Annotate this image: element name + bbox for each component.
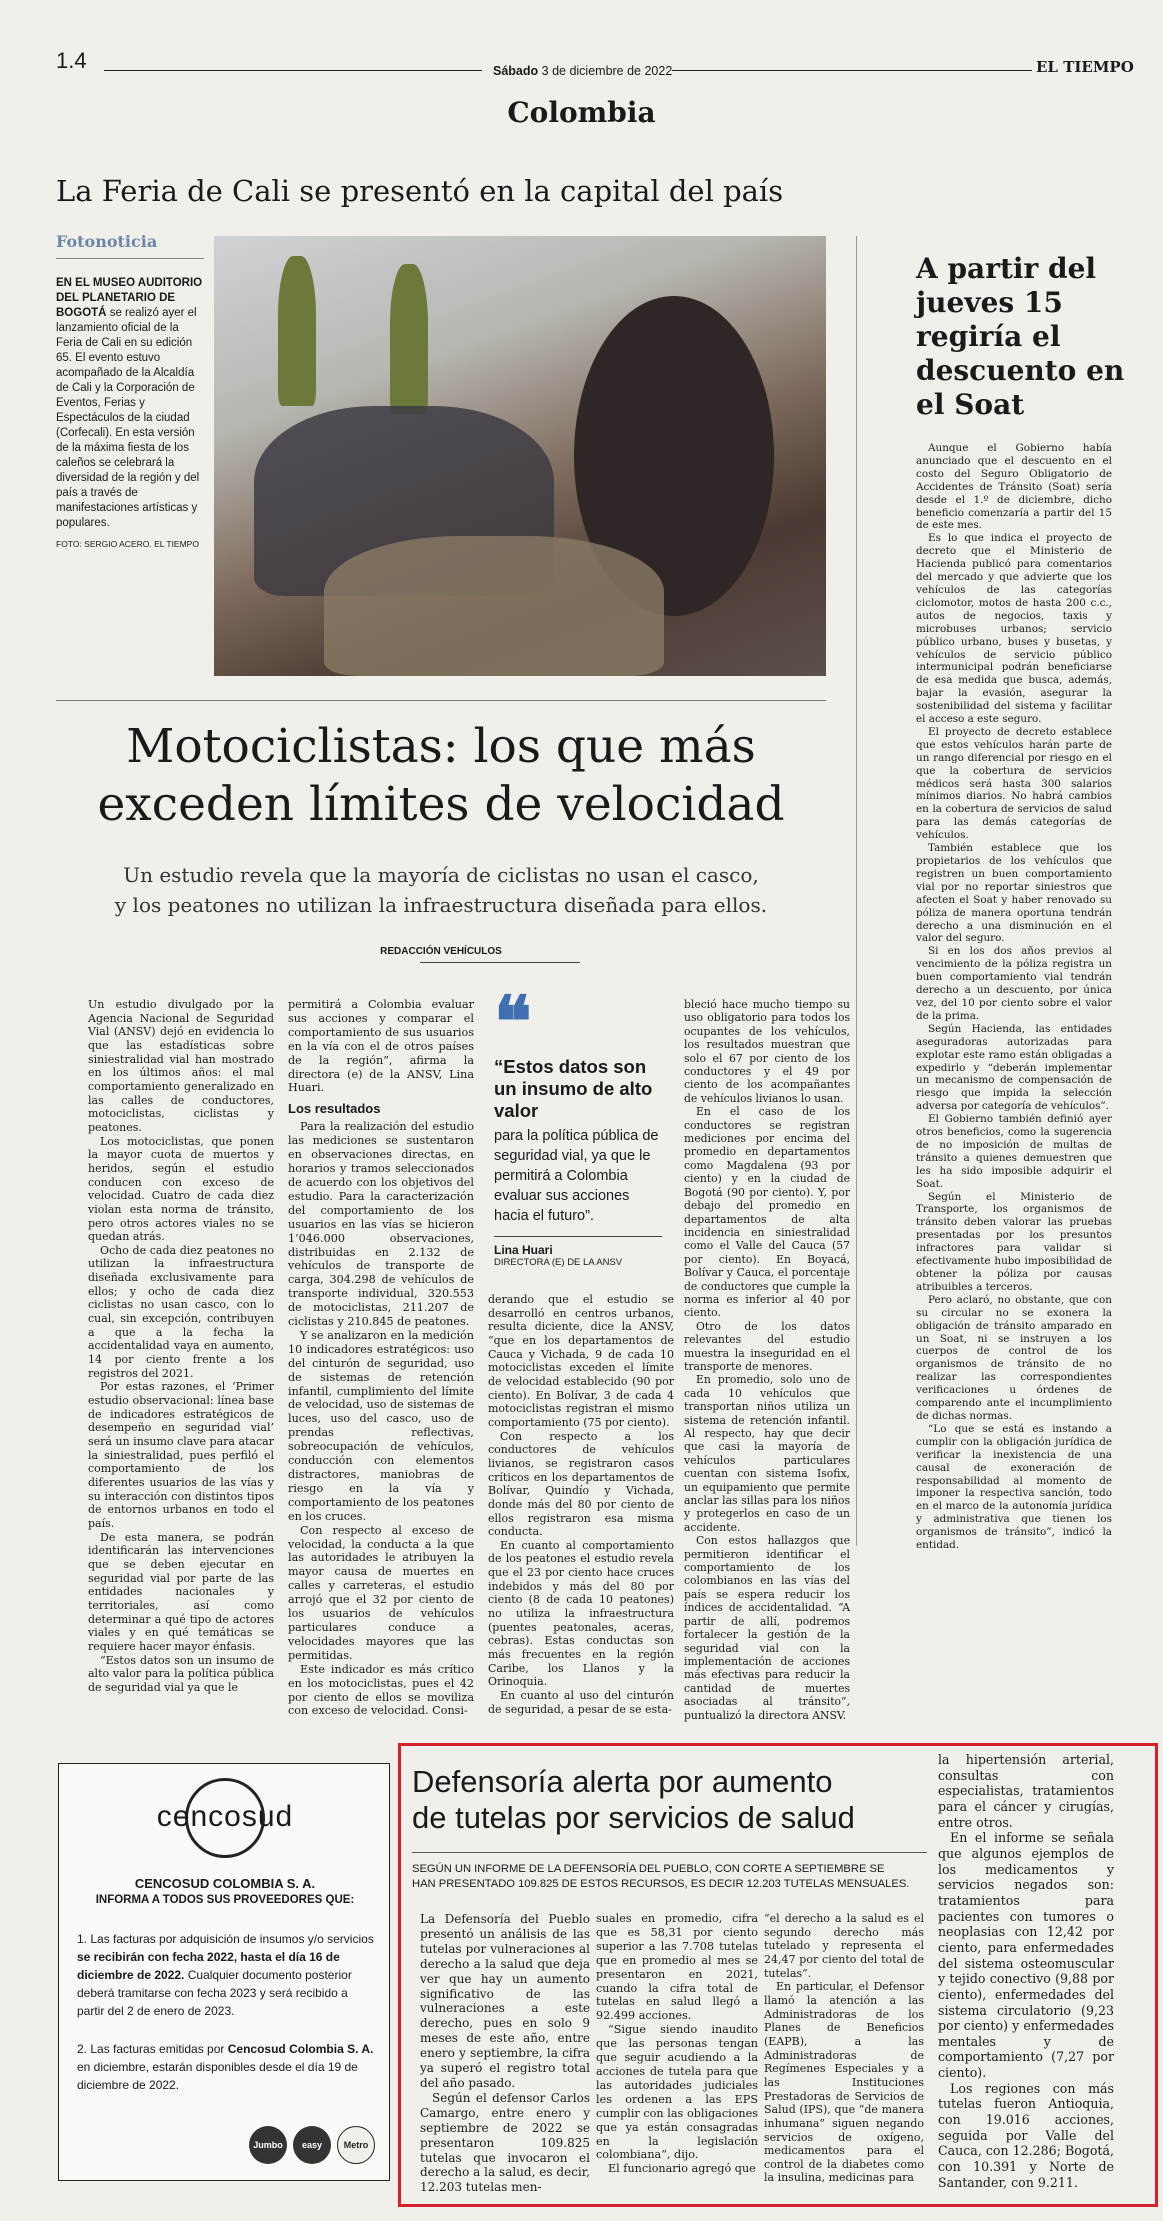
moto-deck bbox=[56, 860, 826, 920]
moto-paragraph: Otro de los datos relevantes del estudio muestra la inseguridad en el transporte de menores. bbox=[684, 1319, 850, 1373]
defensoria-paragraph: suales en promedio, cifra que es 58,31 por ciento superior a las 7.708 tutelas que en promedio al mes se presentaron en 2021, cuando la cifra total de tutelas en salud llegó a 92.499 acciones. bbox=[596, 1912, 758, 2023]
defensoria-paragraph: “el derecho a la salud es el segundo derecho más tutelado y representa el 24,47 por ciento del total de tutelas”. bbox=[764, 1912, 924, 1980]
soat-headline: A partir del jueves 15 regiría el descuento en el Soat bbox=[916, 252, 1125, 421]
cencosud-item-2 bbox=[77, 2040, 377, 2094]
header-date bbox=[493, 64, 672, 78]
defensoria-headline-line2: de tutelas por servicios de salud bbox=[412, 1800, 855, 1835]
cencosud-inform: INFORMA A TODOS SUS PROVEEDORES QUE: bbox=[95, 1894, 355, 1906]
soat-paragraph: El Gobierno también definió ayer otros beneficios, como la sugerencia de no imposición de multas de tránsito a quienes demuestren que les ha sido imposible adquirir el Soat. bbox=[916, 1113, 1112, 1190]
cencosud-company: CENCOSUD COLOMBIA S. A. bbox=[134, 1876, 316, 1891]
moto-paragraph: Con respecto al exceso de velocidad, la conducta a la que las autoridades le atribuyen la mayor causa de muertes en calles y carreteras, el estudio arrojó que el 32 por ciento de los usuarios de vehículos particulares conduce a velocidades mayores que las permitidas. bbox=[288, 1523, 474, 1662]
moto-deck-line1: Un estudio revela que la mayoría de ciclistas no usan el casco, bbox=[123, 863, 759, 887]
moto-column-1 bbox=[88, 998, 274, 1694]
defensoria-deck-line1: SEGÚN UN INFORME DE LA DEFENSORÍA DEL PUEBLO, CON CORTE A SEPTIEMBRE SE bbox=[412, 1863, 885, 1875]
moto-paragraph: Y se analizaron en la medición 10 indicadores estratégicos: uso del cinturón de seguridad, uso de sistemas de retención infantil, cumplimiento del límite de velocidad, uso de sistemas de luces, uso del casco, uso de prendas reflectivas, sobreocupación de vehículos, conducción con elementos distractores, maniobras de riesgo en la vía y comportamiento de los peatones en los cruces. bbox=[288, 1328, 474, 1523]
page-number: 1.4 bbox=[56, 48, 87, 73]
moto-deck-line2: y los peatones no utilizan la infraestructura diseñada para ellos. bbox=[114, 893, 768, 917]
defensoria-paragraph: “Sigue siendo inaudito que las personas tengan que seguir acudiendo a la acciones de tutela para que las autoridades judiciales les ordenen a las EPS cumplir con las obligaciones que ya están consagradas en la legislación colombiana”, dijo. bbox=[596, 2023, 758, 2162]
soat-paragraph: Aunque el Gobierno había anunciado que el descuento en el costo del Seguro Obligatorio de Accidentes de Tránsito (Soat) sería desde el 1.º de diciembre, dicho beneficio comenzaría a partir del 15 de este mes. bbox=[916, 442, 1112, 532]
defensoria-column-3 bbox=[764, 1912, 924, 2185]
defensoria-deck-line2: HAN PRESENTADO 109.825 DE ESTOS RECURSOS, ES DECIR 12.203 TUTELAS MENSUALES. bbox=[412, 1878, 910, 1890]
moto-paragraph: En promedio, solo uno de cada 10 vehículos que transportan niños utiliza un sistema de retención infantil. Al respecto, hay que decir que casi la mayoría de vehículos particulares cuentan con sistema Isofix, un equipamiento que permite anclar las sillas para los niños y protegerlos en caso de un accidente. bbox=[684, 1373, 850, 1534]
quote-sub: para la política pública de seguridad vial, ya que le permitirá a Colombia evaluar sus acciones hacia el futuro”. bbox=[494, 1128, 659, 1224]
photo-figure-acrobat-2 bbox=[390, 264, 428, 414]
cencosud-brand: cencosud bbox=[156, 1800, 294, 1833]
photo-figure-front bbox=[324, 536, 664, 676]
moto-paragraph: En el caso de los conductores se registran mediciones por encima del promedio en departamentos como Magdalena (93 por ciento) y en la ciudad de Bogotá (90 por ciento). Y, por debajo del promedio en departamentos de alta incidencia en siniestralidad como el Valle del Cauca (57 por ciento). En Boyacá, Bolívar y Cauca, el porcentaje de conductores que cumple la norma es inferior al 40 por ciento. bbox=[684, 1105, 850, 1320]
moto-paragraph: En cuanto al uso del cinturón de seguridad, a pesar de se esta- bbox=[488, 1689, 674, 1716]
feria-headline: La Feria de Cali se presentó en la capital del país bbox=[56, 174, 784, 208]
cencosud-item-1 bbox=[77, 1930, 377, 2020]
soat-paragraph: También establece que los propietarios de los vehículos que registren un buen comportamiento vial por no reportar siniestros que afecten el Soat y haber renovado su póliza de manera oportuna tendrán derecho a una disminución en el valor del seguro. bbox=[916, 842, 1112, 945]
defensoria-paragraph: La Defensoría del Pueblo presentó un análisis de las tutelas por vulneraciones al derecho a la salud que deja ver que hay un aumento significativo de las vulneraciones a este derecho, pues en solo 9 meses de este año, entre enero y septiembre, la cifra ya superó el registro total del año pasado. bbox=[420, 1912, 590, 2090]
section-title: Colombia bbox=[507, 96, 656, 129]
moto-paragraph: Ocho de cada diez peatones no utilizan la infraestructura diseñada exclusivamente para ellos; y ocho de cada diez ciclistas no usan casco, con lo cual, sin excepción, contribuyen a que a la fecha la accidentalidad vaya en aumento, 14 por ciento frente a los registros del 2021. bbox=[88, 1243, 274, 1380]
moto-top-rule bbox=[56, 700, 826, 701]
soat-paragraph: Es lo que indica el proyecto de decreto que el Ministerio de Hacienda publicó para comentarios del mercado y que advierte que los vehículos de las categorías ciclomotor, motos de hasta 200 c.c., autos de negocios, taxis y microbuses urbanos; servicio público urbano, buses y busetas, y vehículos de servicio público intermunicipal podrán beneficiarse de esa medida que busca, además, bajar la evasión, asegurar la sostenibilidad del sistema y facilitar el acceso a este seguro. bbox=[916, 532, 1112, 726]
right-column-rule bbox=[856, 236, 857, 1546]
defensoria-deck bbox=[412, 1862, 932, 1892]
masthead: EL TIEMPO bbox=[1036, 58, 1134, 76]
defensoria-column-1 bbox=[420, 1912, 590, 2195]
quote-text: “Estos datos son un insumo de alto valor bbox=[494, 1056, 653, 1121]
feria-caption bbox=[56, 276, 206, 552]
defensoria-headline bbox=[412, 1764, 932, 1836]
moto-paragraph: “Estos datos son un insumo de alto valor para la política pública de seguridad vial ya que le bbox=[88, 1653, 274, 1694]
item2-post: en diciembre, estarán disponibles desde el día 19 de diciembre de 2022. bbox=[77, 2060, 358, 2092]
moto-paragraph: Este indicador es más crítico en los motociclistas, pues el 42 por ciento de ellos se moviliza con exceso de velocidad. Consi- bbox=[288, 1662, 474, 1718]
moto-byline: REDACCIÓN VEHÍCULOS bbox=[380, 946, 502, 957]
moto-paragraph: derando que el estudio se desarrolló en centros urbanos, resulta diciente, dice la ANSV, “que en los departamentos de Cauca y Vichada, 9 de cada 10 motociclistas exceden el límite de velocidad establecido (90 por ciento). En Bolívar, 3 de cada 4 motociclistas registran el mismo comportamiento (75 por ciento). bbox=[488, 1293, 674, 1429]
defensoria-paragraph: En particular, el Defensor llamó la atención a las Administradoras de los Planes de Beneficios (EAPB), a las Administradoras de Regímenes Especiales y a las Instituciones Prestadoras de Servicios de Salud (IPS), que “de manera inhumana” siguen negando servicios de oxígeno, medicamentos para el control de la diabetes como la insulina, medicinas para bbox=[764, 1980, 924, 2185]
moto-headline-line2: exceden límites de velocidad bbox=[97, 777, 785, 832]
soat-body bbox=[916, 442, 1112, 1552]
moto-paragraph: permitirá a Colombia evaluar sus acciones y comparar el comportamiento de sus usuarios en la vía con el de otros países de la región”, afirma la directora (e) de la ANSV, Lina Huari. bbox=[288, 998, 474, 1095]
moto-paragraph: Con respecto a los conductores de vehículos livianos, se registraron casos críticos en los departamentos de Bolívar, Quindío y Vichada, donde más del 80 por ciento de ellos registraron esa misma conducta. bbox=[488, 1429, 674, 1539]
item1-pre: 1. Las facturas por adquisición de insumos y/o servicios bbox=[77, 1932, 374, 1946]
moto-paragraph: Por estas razones, el ‘Primer estudio observacional: línea base de indicadores estratégicos de desempeño en seguridad vial’ será un insumo clave para atacar la siniestralidad, pues perfiló el comportamiento de los diferentes usuarios de las vías y su interacción con distintos tipos de entornos urbanos en todo el país. bbox=[88, 1380, 274, 1530]
moto-column-2 bbox=[288, 998, 474, 1718]
moto-headline bbox=[56, 718, 826, 834]
item1-post: Cualquier documento posterior deberá tramitarse con fecha 2023 y será recibido a partir del 2 de enero de 2023. bbox=[77, 1968, 352, 2018]
defensoria-paragraph: El funcionario agregó que bbox=[608, 2162, 756, 2176]
feria-credit: FOTO: SERGIO ACERO. EL TIEMPO bbox=[56, 539, 199, 549]
moto-paragraph: Un estudio divulgado por la Agencia Nacional de Seguridad Vial (ANSV) dejó en evidencia lo que las estadísticas sobre siniestralidad vial han mostrado en los últimos años: el mal comportamiento generalizado en las calles de conductores, motociclistas, ciclistas y peatones. bbox=[88, 998, 274, 1134]
cencosud-logos bbox=[249, 2126, 375, 2164]
feria-caption-lead: EN EL MUSEO AUDITORIO DEL PLANETARIO DE BOGOTÁ bbox=[56, 277, 203, 319]
metro-logo-icon: Metro bbox=[337, 2126, 375, 2164]
defensoria-paragraph: Según el defensor Carlos Camargo, entre enero y septiembre de 2022 se presentaron 109.825 tutelas que invocaron el derecho a la salud, es decir, 12.203 tutelas men- bbox=[420, 2090, 590, 2195]
header-date-day: Sábado bbox=[493, 64, 539, 78]
byline-rule bbox=[420, 962, 580, 963]
defensoria-column-4 bbox=[938, 1752, 1114, 2190]
moto-headline-line1: Motociclistas: los que más bbox=[126, 719, 756, 774]
defensoria-paragraph: la hipertensión arterial, consultas con especialistas, tratamientos para el cáncer y cirugías, entre otros. bbox=[938, 1752, 1114, 1830]
photo-figure-acrobat-1 bbox=[278, 256, 316, 406]
moto-column-3 bbox=[488, 1293, 674, 1716]
soat-paragraph: Según el Ministerio de Transporte, los organismos de tránsito deben valorar las pruebas presentadas por los presuntos infractores para validar si efectivamente hubo imposibilidad de obtener la póliza por causas atribuibles a terceros. bbox=[916, 1190, 1112, 1293]
defensoria-paragraph: En el informe se señala que algunos ejemplos de los medicamentos y servicios negados son: tratamientos para pacientes con tumores o neoplasias con 12,42 por ciento, para enfermedades del sistema osteomuscular y tejido conectivo (9,88 por ciento), enfermedades del sistema circulatorio (9,23 por ciento) y enfermedades mentales y de comportamiento (7,27 por ciento). bbox=[938, 1830, 1114, 2081]
feria-caption-body: se realizó ayer el lanzamiento oficial de la Feria de Cali en su edición 65. El evento estuvo acompañado de la Alcaldía de Cali y la Corporación de Eventos, Ferias y Espectáculos de la ciudad (Corfecali). En esta versión de la máxima fiesta de los caleños se celebrará la diversidad de la región y del país a través de manifestaciones artísticas y populares. bbox=[56, 307, 200, 529]
moto-paragraph: En cuanto al comportamiento de los peatones el estudio revela que el 23 por ciento hace cruces indebidos y más del 80 por ciento (8 de cada 10 peatones) no utiliza la infraestructura (puentes peatonales, aceras, cebras). Estas conductas son más frecuentes en la región Caribe, los Llanos y la Orinoquia. bbox=[488, 1538, 674, 1689]
moto-column-4 bbox=[684, 998, 850, 1722]
item1-bold: se recibirán con fecha 2022, hasta el día 16 de diciembre de 2022. bbox=[77, 1950, 340, 1982]
cencosud-ad bbox=[58, 1763, 390, 2181]
item2-pre: 2. Las facturas emitidas por bbox=[77, 2042, 228, 2056]
header-rule-left bbox=[104, 70, 482, 71]
quote-author: Lina Huari bbox=[494, 1243, 553, 1257]
defensoria-headline-line1: Defensoría alerta por aumento bbox=[412, 1764, 833, 1799]
header-date-rest: 3 de diciembre de 2022 bbox=[541, 64, 673, 78]
moto-paragraph: Los motociclistas, que ponen la mayor cuota de muertos y heridos, según el estudio conducen con exceso de velocidad. Cuatro de cada diez violan esta norma de tránsito, pero otros actores viales no se quedan atrás. bbox=[88, 1134, 274, 1244]
moto-pull-quote bbox=[494, 980, 662, 1268]
jumbo-logo-icon: Jumbo bbox=[249, 2126, 287, 2164]
easy-logo-icon: easy bbox=[293, 2126, 331, 2164]
moto-paragraph: bleció hace mucho tiempo su uso obligatorio para todos los ocupantes de los vehículos, los resultados muestran que solo el 67 por ciento de los conductores y el 49 por ciento de los acompañantes de vehículos livianos lo usan. bbox=[684, 998, 850, 1105]
feria-kicker: Fotonoticia bbox=[56, 232, 158, 251]
soat-paragraph: “Lo que se está es instando a cumplir con la obligación jurídica de verificar la inexistencia de una causal de exoneración de responsabilidad al momento de imponer la respectiva sanción, todo en el marco de la autonomía jurídica y administrativa que tienen los organismos de tránsito”, indicó la entidad. bbox=[916, 1422, 1112, 1552]
moto-paragraph: De esta manera, se podrán identificarán las intervenciones que se deben ejecutar en seguridad vial por parte de las entidades nacionales y territoriales, así como determinar a qué tipo de actores viales y en qué temáticas se requiere hacer mayor énfasis. bbox=[88, 1530, 274, 1653]
soat-paragraph: Según Hacienda, las entidades aseguradoras autorizadas para explotar este ramo están obligadas a expedirlo y “deberán implementar un mecanismo de compensación de riesgo que impida la selección adversa por categoría de vehículos”. bbox=[916, 1022, 1112, 1113]
quote-mark-icon: ❝ bbox=[494, 980, 532, 1063]
defensoria-deck-rule bbox=[412, 1852, 927, 1853]
quote-role: DIRECTORA (E) DE LA ANSV bbox=[494, 1257, 623, 1268]
defensoria-paragraph: Los regiones con más tutelas fueron Antioquia, con 19.016 acciones, seguida por Valle del Cauca, con 12.286; Bogotá, con 10.391 y Norte de Santander, con 9.211. bbox=[938, 2080, 1114, 2190]
header-rule-right bbox=[672, 70, 1032, 71]
quote-rule bbox=[494, 1236, 662, 1237]
item2-bold: Cencosud Colombia S. A. bbox=[227, 2042, 374, 2056]
soat-paragraph: El proyecto de decreto establece que estos vehículos harán parte de un rango diferencial por riesgo en el que la cobertura de servicios médicos será hasta 300 salarios mínimos diarios. No habrá cambios en la cobertura de servicios de salud para las demás categorías de vehículos. bbox=[916, 725, 1112, 842]
feria-photo bbox=[214, 236, 826, 676]
soat-paragraph: Pero aclaró, no obstante, que con su circular no se exonera la obligación de tránsito amparado en un Soat, ni se instruyen a los cuerpos de control de los organismos de tránsito de no realizar las correspondientes verificaciones u órdenes de comparendo ante el incumplimiento de dichas normas. bbox=[916, 1293, 1112, 1422]
kicker-rule bbox=[56, 258, 204, 259]
moto-paragraph: Para la realización del estudio las mediciones se sustentaron en observaciones directas, en horarios y tramos seleccionados de acuerdo con los objetivos del estudio. Para la caracterización del comportamiento de los usuarios en las vías se hicieron 1’046.000 observaciones, distribuidas en 2.132 de vehículos de transporte de carga, 304.298 de vehículos de transporte individual, 320.553 de motociclistas, 211.207 de ciclistas y 210.845 de peatones. bbox=[288, 1120, 474, 1329]
soat-paragraph: Si en los dos años previos al vencimiento de la póliza registra un buen comportamiento vial tendrán derecho a un descuento, por única vez, del 10 por ciento sobre el valor de la prima. bbox=[916, 945, 1112, 1022]
moto-subhead: Los resultados bbox=[288, 1101, 381, 1117]
defensoria-column-2 bbox=[596, 1912, 758, 2176]
moto-paragraph: Con estos hallazgos que permitieron identificar el comportamiento de los colombianos en las vías del país se espera reducir los índices de accidentalidad. “A partir de allí, podremos fortalecer la gestión de la seguridad vial con la implementación de acciones más efectivas para reducir la cantidad de muertes asociadas al tránsito”, puntualizó la directora ANSV. bbox=[684, 1534, 850, 1722]
